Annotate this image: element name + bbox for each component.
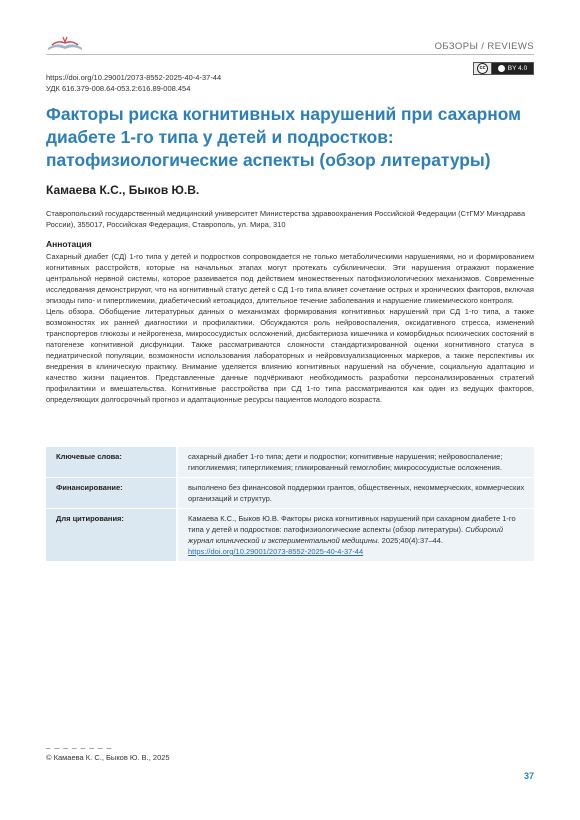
citation-text: Камаева К.С., Быков Ю.В. Факторы риска когнитивных нарушений при сахарном диабете 1-го типа у детей и подростков: патофизиологические аспекты (обзор литературы). [188,514,516,534]
article-identifiers [46,72,221,94]
doi-link[interactable]: https://doi.org/10.29001/2073-8552-2025-40-4-37-44 [46,73,222,82]
license-version: BY 4.0 [507,65,528,72]
person-icon [498,65,505,72]
citation-row [46,508,534,561]
abstract-paragraph: Цель обзора. Обобщение литературных данных о механизмах формирования когнитивных нарушений при СД 1-го типа, а также возможностях их ранней диагностики и профилактики. Обсуждаются роль нейровоспаления, оксидативного стресса, изменений транспортеров глюкозы и нейрогенеза, микрососудистых осложнений, дисбактериоза кишечника и коморбидных психических состояний в патогенезе когнитивной дисфункции. Также рассматриваются сложности стандартизированной оценки когнитивного статуса в педиатрической популяции, возможности использования лабораторных и нейровизуализационных маркеров, а также перспективы их внедрения в клиническую практику. Внимание уделяется влиянию когнитивных нарушений на обучение, социальную адаптацию и качество жизни пациентов. Представленные данные подчёркивают необходимость разработки персонализированных стратегий профилактики и вмешательства. Когнитивные расстройства при СД 1-го типа рассматриваются как один из ведущих факторов, определяющих долгосрочный прогноз и адаптационные ресурсы пациентов молодого возраста. [46,307,534,404]
copyright-notice: © Камаева К. С., Быков Ю. В., 2025 [46,753,170,762]
abstract-paragraph: Сахарный диабет (СД) 1-го типа у детей и подростков сопровождается не только метаболическими нарушениями, но и формированием когнитивных расстройств, которые на начальных этапах могут протекать субклинически. Эти нарушения отражают поражение центральной нервной системы, которое развивается под действием множественных патофизиологических механизмов. Современные исследования демонстрируют, что на когнитивный статус детей с СД 1-го типа влияет сочетание острых и хронических факторов, включая эпизоды гипо- и гипергликемии, диабетический кетоацидоз, длительное течение заболевания и нарушение гликемического контроля. [46,252,534,305]
citation-year: 2025;40(4):37–44. [381,536,443,545]
keywords-value: сахарный диабет 1-го типа; дети и подростки; когнитивные нарушения; нейровоспаление; гипогликемия; гипергликемия; гликированный гемоглобин; микрососудистые осложнения. [178,447,534,477]
header-divider [46,54,534,55]
keywords-row [46,447,534,477]
funding-row [46,477,534,508]
by-label-box [492,63,533,74]
article-metadata-table [46,447,534,561]
udk-code: УДК 616.379-008.64-053.2:616.89-008.454 [46,84,191,93]
section-label: ОБЗОРЫ / REVIEWS [434,41,534,52]
abstract-heading: Аннотация [46,239,92,249]
footnote-separator: _ _ _ _ _ _ _ _ [46,740,113,749]
abstract-body [46,251,534,405]
citation-journal: Сибирский журнал клинической и экспериментальной медицины. [188,525,503,545]
citation-doi-link[interactable]: https://doi.org/10.29001/2073-8552-2025-40-4-37-44 [188,547,364,556]
funding-label: Финансирование: [46,478,176,508]
citation-value [178,509,534,561]
article-authors: Камаева К.С., Быков Ю.В. [46,183,200,197]
author-affiliation: Ставропольский государственный медицинский университет Министерства здравоохранения Российской Федерации (СтГМУ Минздрава России), 355017, Российская Федерация, Ставрополь, ул. Мира, 310 [46,209,526,229]
cc-license-badge[interactable] [473,62,534,75]
journal-logo-icon [46,34,84,54]
citation-label: Для цитирования: [46,509,176,561]
funding-value: выполнено без финансовой поддержки грантов, общественных, некоммерческих, коммерческих организаций и структур. [178,478,534,508]
article-title: Факторы риска когнитивных нарушений при сахарном диабете 1-го типа у детей и подростков: патофизиологические аспекты (обзор литературы) [46,104,521,170]
keywords-label: Ключевые слова: [46,447,176,477]
cc-icon [474,63,492,74]
cc-label: cc [477,63,488,74]
page-number: 37 [523,771,534,781]
